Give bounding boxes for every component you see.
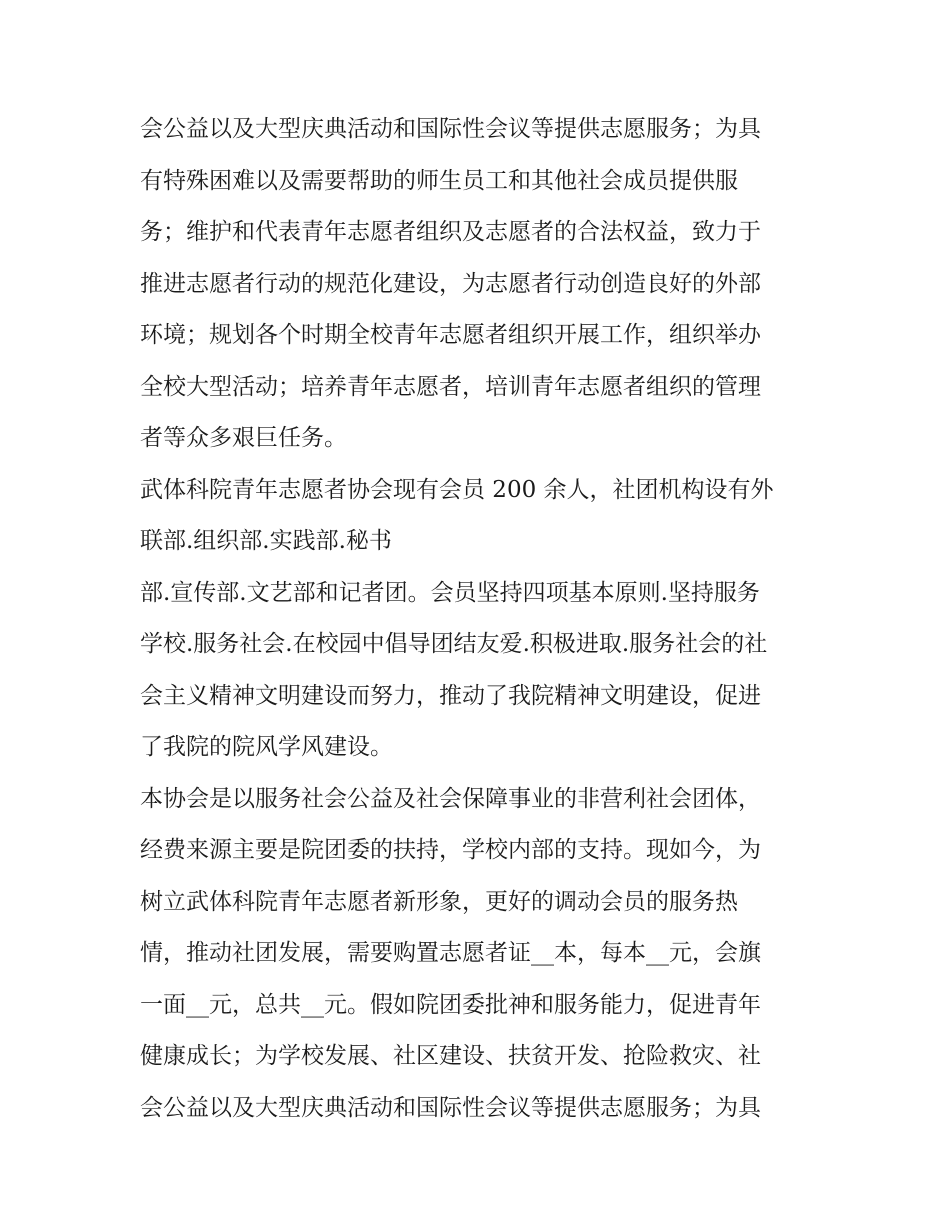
text-line-5: 环境；规划各个时期全校青年志愿者组织开展工作，组织举办 [140,322,761,348]
text-line-17: 情，推动社团发展，需要购置志愿者证__本，每本__元，会旗 [140,940,761,966]
text-line-19: 健康成长；为学校发展、社区建设、扶贫开发、抢险救灾、社 [140,1043,761,1069]
text-line-20: 会公益以及大型庆典活动和国际性会议等提供志愿服务；为具 [140,1094,761,1121]
text-line-10: 部.宣传部.文艺部和记者团。会员坚持四项基本原则.坚持服务 [140,579,760,606]
text-line-1: 会公益以及大型庆典活动和国际性会议等提供志愿服务；为具 [140,116,761,142]
text-line-12: 会主义精神文明建设而努力，推动了我院精神文明建设，促进 [140,682,761,709]
text-line-15: 经费来源主要是院团委的扶持，学校内部的支持。现如今，为 [140,837,761,863]
text-line-14: 本协会是以服务社会公益及社会保障事业的非营利社会团体， [140,785,761,812]
text-line-18: 一面__元，总共__元。假如院团委批神和服务能力，促进青年 [140,991,761,1018]
text-line-4: 推进志愿者行动的规范化建设，为志愿者行动创造良好的外部 [140,270,761,297]
document-body [140,104,830,1134]
text-line-2: 有特殊困难以及需要帮助的师生员工和其他社会成员提供服 [140,167,738,194]
text-line-13: 了我院的院风学风建设。 [140,734,393,760]
text-line-8: 武体科院青年志愿者协会现有会员 200 余人，社团机构设有外 [140,476,774,503]
text-line-16: 树立武体科院青年志愿者新形象，更好的调动会员的服务热 [140,888,738,915]
text-line-7: 者等众多艰巨任务。 [140,425,347,451]
text-line-3: 务；维护和代表青年志愿者组织及志愿者的合法权益，致力于 [140,219,761,245]
text-line-6: 全校大型活动；培养青年志愿者，培训青年志愿者组织的管理 [140,373,761,400]
text-line-11: 学校.服务社会.在校园中倡导团结友爱.积极进取.服务社会的社 [140,631,768,657]
text-line-9: 联部.组织部.实践部.秘书 [140,528,392,554]
